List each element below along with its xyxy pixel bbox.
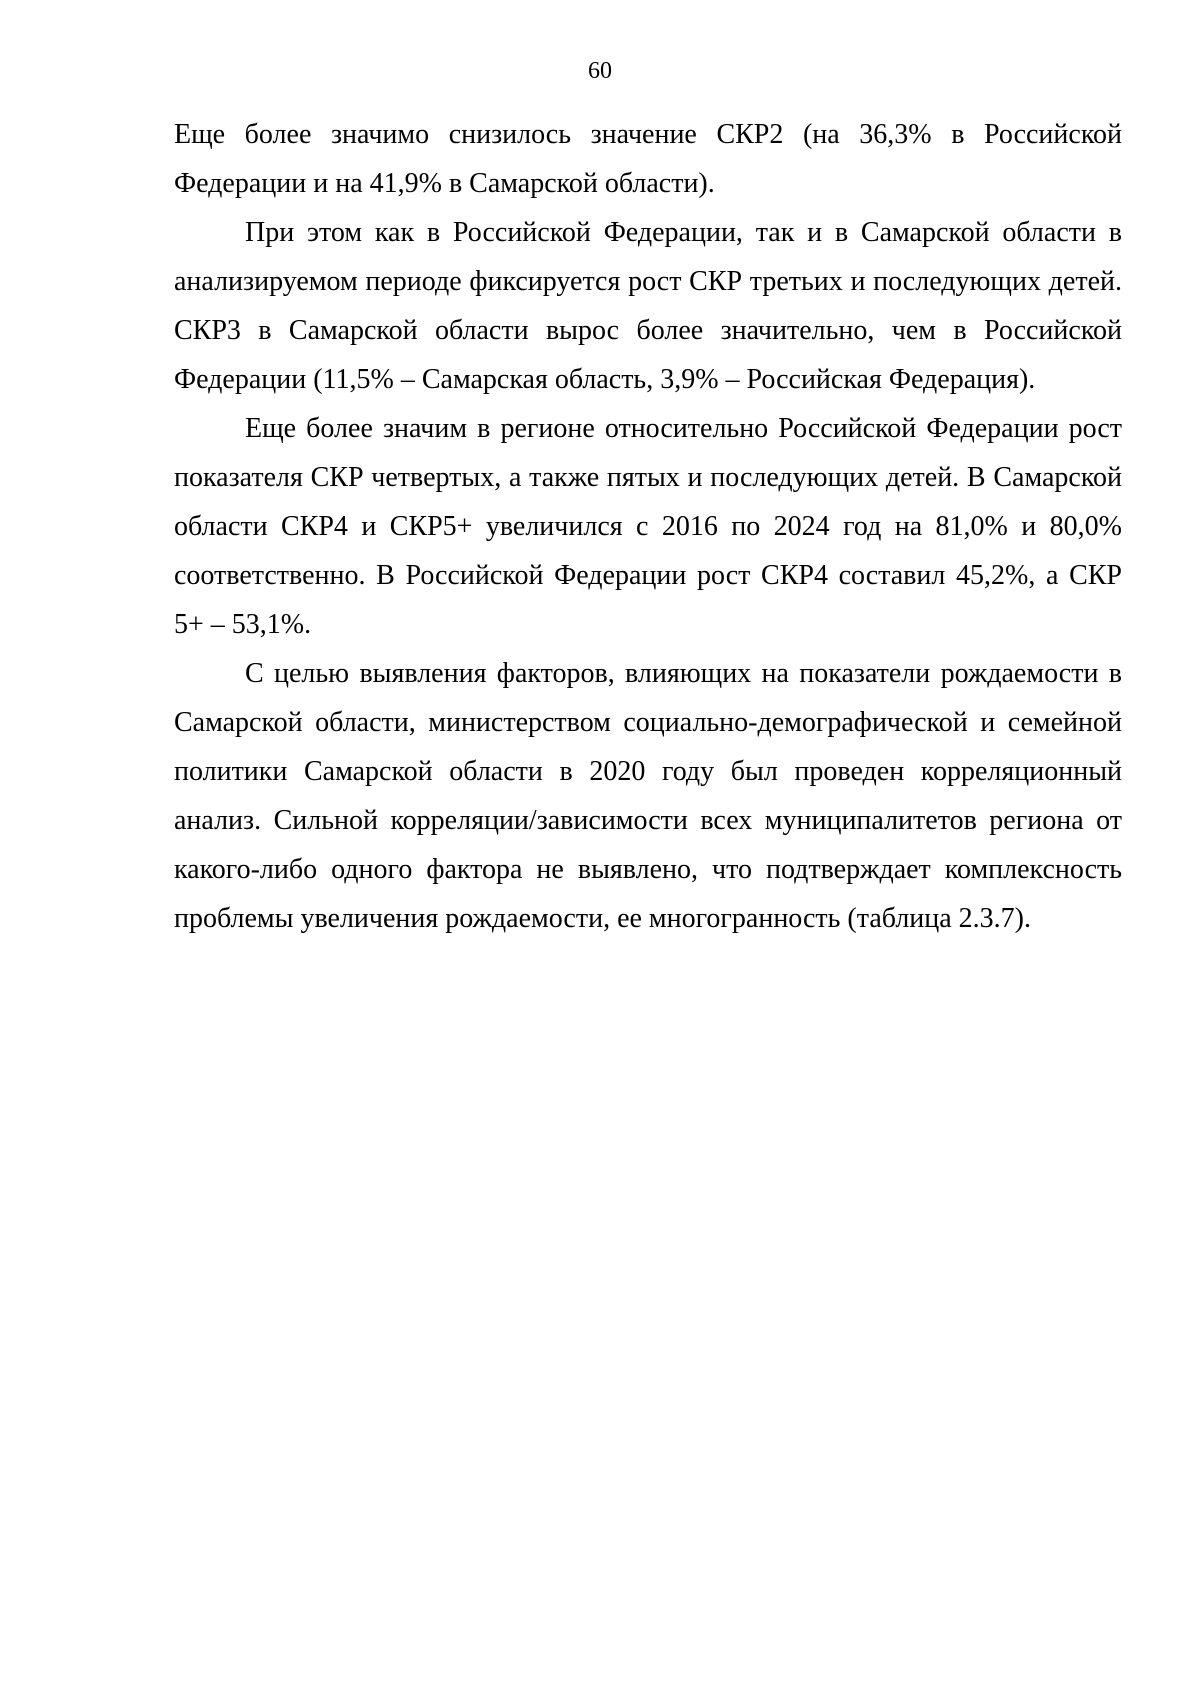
- body-text: [174, 110, 1122, 943]
- paragraph-4: С целью выявления факторов, влияющих на показатели рождаемости в Самарской области, министерством социально-демографической и семейной политики Самарской области в 2020 году был проведен корреляционный анализ. Сильной корреляции/зависимости всех муниципалитетов региона от какого-либо одного фактора не выявлено, что подтверждает комплексность проблемы увеличения рождаемости, ее многогранность (таблица 2.3.7).: [174, 658, 1122, 934]
- paragraph-3: Еще более значим в регионе относительно Российской Федерации рост показателя СКР четвертых, а также пятых и последующих детей. В Самарской области СКР4 и СКР5+ увеличился с 2016 по 2024 год на 81,0% и 80,0% соответственно. В Российской Федерации рост СКР4 составил 45,2%, а СКР 5+ – 53,1%.: [174, 413, 1122, 640]
- page-number: 60: [588, 58, 612, 84]
- paragraph-2: При этом как в Российской Федерации, так и в Самарской области в анализируемом периоде фиксируется рост СКР третьих и последующих детей. СКР3 в Самарской области вырос более значительно, чем в Российской Федерации (11,5% – Самарская область, 3,9% – Российская Федерация).: [174, 217, 1122, 395]
- paragraph-1: Еще более значимо снизилось значение СКР2 (на 36,3% в Российской Федерации и на 41,9% в Самарской области).: [174, 119, 1122, 199]
